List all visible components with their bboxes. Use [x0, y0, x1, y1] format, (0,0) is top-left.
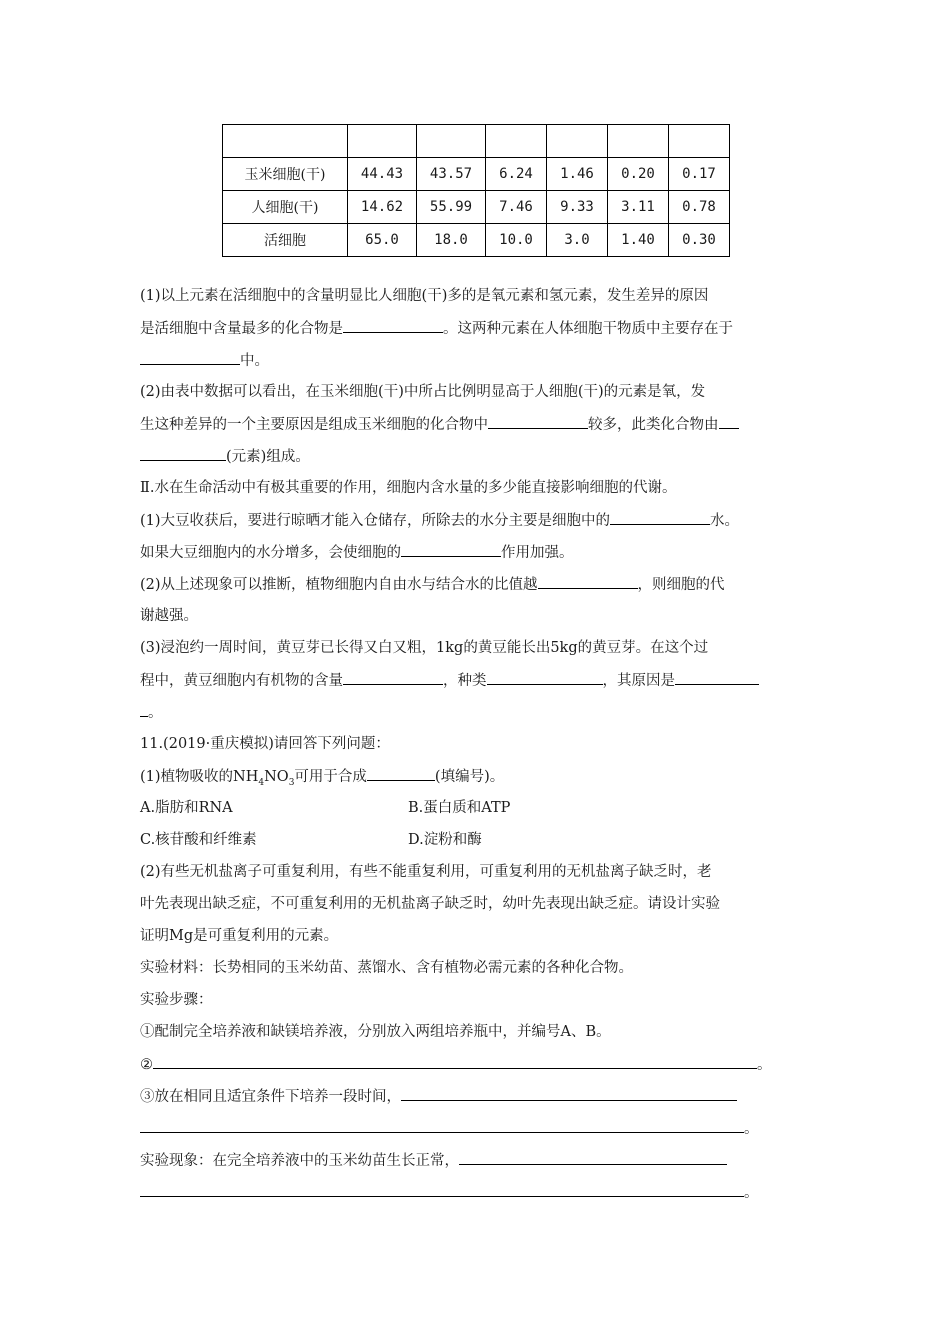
table-cell: 9.33 — [547, 191, 608, 224]
header-cell — [486, 125, 547, 158]
header-cell — [547, 125, 608, 158]
row-label: 人细胞(干) — [223, 191, 348, 224]
table-cell: 10.0 — [486, 224, 547, 257]
water-q3-line-1 — [140, 638, 708, 658]
answer-blank[interactable] — [487, 670, 603, 685]
text: 11.(2019·重庆模拟)请回答下列问题： — [140, 736, 390, 752]
text: (3)浸泡约一周时间，黄豆芽已长得又白又粗，1kg的黄豆能长出5kg的黄豆芽。在这个过 — [140, 640, 709, 656]
text: 是活细胞中含量最多的化合物是 — [140, 321, 343, 337]
answer-blank[interactable] — [367, 766, 435, 781]
answer-blank[interactable] — [401, 542, 501, 557]
option-b[interactable] — [408, 798, 510, 818]
answer-blank[interactable] — [675, 670, 759, 685]
text: 证明Mg是可重复利用的元素。 — [140, 928, 339, 944]
text: ③放在相同且适宜条件下培养一段时间， — [140, 1089, 401, 1105]
part-ii-heading — [140, 478, 676, 498]
option-d[interactable] — [408, 830, 482, 850]
text: ①配制完全培养液和缺镁培养液，分别放入两组培养瓶中，并编号A、B。 — [140, 1024, 611, 1040]
text: 。 — [744, 1185, 759, 1201]
text: ，则细胞的代 — [637, 577, 725, 593]
subscript: 3 — [288, 777, 295, 788]
table-cell: 14.62 — [348, 191, 417, 224]
question-1-line-2 — [140, 318, 733, 339]
water-q1-line-2 — [140, 542, 574, 563]
text: 生这种差异的一个主要原因是组成玉米细胞的化合物中 — [140, 417, 488, 433]
text: 谢越强。 — [140, 608, 198, 624]
question-11-part-2-line-3 — [140, 926, 338, 946]
water-q1-line-1 — [140, 510, 739, 531]
text: D.淀粉和酶 — [408, 832, 482, 848]
text: 程中，黄豆细胞内有机物的含量 — [140, 673, 343, 689]
text: (1)以上元素在活细胞中的含量明显比人细胞(干)多的是氧元素和氢元素，发生差异的原因 — [140, 288, 709, 304]
water-q2-line-1 — [140, 574, 725, 595]
experiment-step-3-line-2 — [140, 1118, 759, 1139]
header-cell — [348, 125, 417, 158]
header-cell — [669, 125, 730, 158]
text: (2)从上述现象可以推断，植物细胞内自由水与结合水的比值越 — [140, 577, 538, 593]
table-cell: 0.20 — [608, 158, 669, 191]
text: (1)大豆收获后，要进行晾晒才能入仓储存，所除去的水分主要是细胞中的 — [140, 513, 611, 529]
header-cell — [417, 125, 486, 158]
answer-blank[interactable] — [488, 414, 588, 429]
text: 如果大豆细胞内的水分增多，会使细胞的 — [140, 545, 401, 561]
text: (元素)组成。 — [226, 449, 310, 465]
text: (1)植物吸收的NH — [140, 769, 259, 785]
table-cell: 7.46 — [486, 191, 547, 224]
water-q3-line-3 — [140, 702, 163, 723]
experiment-materials — [140, 958, 633, 978]
text: Ⅱ.水在生命活动中有极其重要的作用，细胞内含水量的多少能直接影响细胞的代谢。 — [140, 480, 677, 496]
text: A.脂肪和RNA — [140, 800, 233, 816]
text: ，种类 — [443, 673, 487, 689]
answer-blank[interactable] — [140, 446, 226, 461]
text: 作用加强。 — [501, 545, 574, 561]
element-content-table — [222, 124, 730, 257]
table-cell: 0.30 — [669, 224, 730, 257]
option-a[interactable] — [140, 798, 233, 818]
text: 可用于合成 — [294, 769, 367, 785]
experiment-step-3-line-1 — [140, 1086, 737, 1107]
text: 水。 — [710, 513, 740, 529]
question-11-part-2-line-1 — [140, 862, 712, 882]
answer-blank[interactable] — [140, 702, 148, 717]
experiment-steps-heading — [140, 990, 213, 1010]
answer-blank[interactable] — [140, 1118, 744, 1133]
answer-blank[interactable] — [719, 414, 739, 429]
text: (2)由表中数据可以看出，在玉米细胞(干)中所占比例明显高于人细胞(干)的元素是氧，发 — [140, 384, 706, 400]
answer-blank[interactable] — [153, 1054, 757, 1069]
header-cell — [223, 125, 348, 158]
answer-blank[interactable] — [343, 318, 443, 333]
text: (填编号)。 — [434, 769, 505, 785]
text: 实验步骤： — [140, 992, 213, 1008]
answer-blank[interactable] — [140, 350, 240, 365]
text: (2)有些无机盐离子可重复利用，有些不能重复利用，可重复利用的无机盐离子缺乏时，老 — [140, 864, 712, 880]
subscript: 4 — [258, 777, 265, 788]
text: 。 — [148, 705, 163, 721]
text: 。这两种元素在人体细胞干物质中主要存在于 — [443, 321, 733, 337]
question-2-line-3 — [140, 446, 310, 467]
question-1-line-3 — [140, 350, 269, 371]
table-cell: 3.0 — [547, 224, 608, 257]
text: ② — [140, 1057, 153, 1073]
row-label: 活细胞 — [223, 224, 348, 257]
text: B.蛋白质和ATP — [408, 800, 511, 816]
table-cell: 0.78 — [669, 191, 730, 224]
answer-blank[interactable] — [538, 574, 638, 589]
question-2-line-2 — [140, 414, 739, 435]
table-cell: 0.17 — [669, 158, 730, 191]
table-cell: 44.43 — [348, 158, 417, 191]
text: C.核苷酸和纤维素 — [140, 832, 257, 848]
text: 叶先表现出缺乏症，不可重复利用的无机盐离子缺乏时，幼叶先表现出缺乏症。请设计实验 — [140, 896, 720, 912]
header-cell — [608, 125, 669, 158]
text: 中。 — [240, 353, 269, 369]
water-q2-line-2 — [140, 606, 198, 626]
table-row — [223, 224, 730, 257]
answer-blank[interactable] — [401, 1086, 737, 1101]
table-header-row — [223, 125, 730, 158]
text: NO — [264, 769, 289, 785]
table-cell: 65.0 — [348, 224, 417, 257]
option-c[interactable] — [140, 830, 257, 850]
experiment-step-1 — [140, 1022, 611, 1042]
answer-blank[interactable] — [140, 1182, 744, 1197]
table-row — [223, 191, 730, 224]
answer-blank[interactable] — [343, 670, 443, 685]
row-label: 玉米细胞(干) — [223, 158, 348, 191]
table-cell: 3.11 — [608, 191, 669, 224]
table-cell: 1.46 — [547, 158, 608, 191]
table-cell: 1.40 — [608, 224, 669, 257]
question-11-part-2-line-2 — [140, 894, 720, 914]
table-cell: 55.99 — [417, 191, 486, 224]
question-1-line-1 — [140, 286, 708, 306]
water-q3-line-2 — [140, 670, 759, 691]
question-11-title — [140, 734, 390, 754]
table-cell: 43.57 — [417, 158, 486, 191]
text: 实验材料：长势相同的玉米幼苗、蒸馏水、含有植物必需元素的各种化合物。 — [140, 960, 633, 976]
question-11-part-1 — [140, 766, 504, 793]
table-row — [223, 158, 730, 191]
text: 实验现象：在完全培养液中的玉米幼苗生长正常， — [140, 1153, 459, 1169]
answer-blank[interactable] — [610, 510, 710, 525]
question-2-line-1 — [140, 382, 705, 402]
table-cell: 6.24 — [486, 158, 547, 191]
text: ，其原因是 — [602, 673, 675, 689]
experiment-step-2 — [140, 1054, 772, 1075]
text: 。 — [757, 1057, 772, 1073]
text: 。 — [744, 1121, 759, 1137]
answer-blank[interactable] — [459, 1150, 727, 1165]
experiment-phenomenon-line-2 — [140, 1182, 759, 1203]
experiment-phenomenon-line-1 — [140, 1150, 727, 1171]
text: 较多，此类化合物由 — [588, 417, 719, 433]
table-cell: 18.0 — [417, 224, 486, 257]
